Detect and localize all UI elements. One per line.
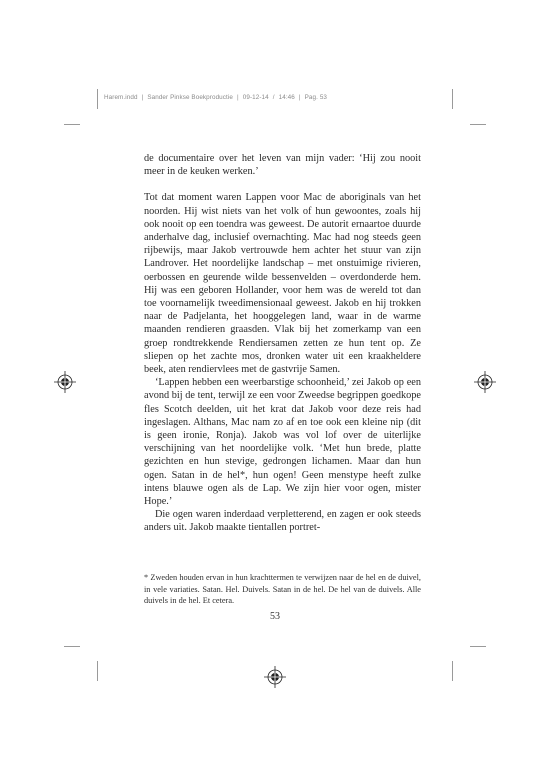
paragraph: Tot dat moment waren Lappen voor Mac de aboriginals van het noorden. Hij wist niets van het volk of hun gewoontes, zoals hij ook nooit op een toendra was geweest. De autorit ernaartoe duurde anderhalve dag, inclusief overnachting. Mac had nog steeds geen rijbewijs, maar Jakob vertrouwde hem achter het stuur van zijn Landrover. Het noordelijke landschap – met onstuimige rivieren, oerbossen en geurende wilde bessenvelden – overdonderde hem. Hij was een geboren Hollander, voor hem was de wereld tot dan toe voornamelijk tweedimensionaal geweest. Jakob en hij trokken naar de Padjelanta, het hooggelegen land, waar in de warme maanden rendieren graasden. Vlak bij het zomerkamp van een groep rondtrekkende Rendiersamen zetten ze hun tent op. Ze sliepen op het zachte mos, dronken water uit een kraakheldere beek, aten rendiervlees met de gastvrije Samen. (144, 192, 421, 376)
registration-mark-icon (54, 371, 76, 393)
slug-producer: Sander Pinkse Boekproductie (147, 94, 233, 101)
slug-time: 14:46 (278, 94, 295, 101)
body-text (144, 152, 421, 535)
slug-page: Pag. 53 (304, 94, 328, 101)
crop-mark (470, 646, 486, 647)
print-slug: Harem.indd | Sander Pinkse Boekproductie | 09-12-14 / 14:46 | Pag. 53 (104, 94, 328, 101)
slug-file: Harem.indd (104, 94, 138, 101)
slug-date: 09-12-14 (242, 94, 269, 101)
crop-mark (97, 89, 98, 109)
crop-mark (64, 124, 80, 125)
footnote: * Zweden houden ervan in hun krachttermen te verwijzen naar de hel en de duivel, in vele variaties. Satan. Hel. Duivels. Satan in de hel. De hel van de duivels. Alle duivels in de hel. Et cetera. (144, 573, 421, 606)
paragraph: Die ogen waren inderdaad verpletterend, en zagen er ook steeds anders uit. Jakob maakte tientallen portret- (144, 509, 421, 534)
crop-mark (452, 661, 453, 681)
paragraph: de documentaire over het leven van mijn vader: ‘Hij zou nooit meer in de keuken werken.’ (144, 153, 421, 178)
crop-mark (64, 646, 80, 647)
page-number: 53 (270, 611, 280, 622)
registration-mark-icon (474, 371, 496, 393)
paragraph: ‘Lappen hebben een weerbarstige schoonheid,’ zei Jakob op een avond bij de tent, terwijl ze een voor Zweedse begrippen goedkope fles Scotch deelden, uit het krat dat Jakob voor deze reis had ingeslagen. Althans, Mac nam zo af en toe ook een kleine nip (dit is geen ironie, Ronja). Jakob was vol lof over de uiterlijke verschijning van het noordelijke volk. ‘Met hun brede, platte gezichten en hun stevige, gedrongen lichamen. Maar dan hun ogen. Satan in de hel*, hun ogen! Geen menstype heeft zulke intens blauwe ogen als de Lap. We zijn hier voor ogen, mister Hope.’ (144, 377, 421, 508)
crop-mark (470, 124, 486, 125)
registration-mark-icon (264, 666, 286, 688)
crop-mark (97, 661, 98, 681)
crop-mark (452, 89, 453, 109)
